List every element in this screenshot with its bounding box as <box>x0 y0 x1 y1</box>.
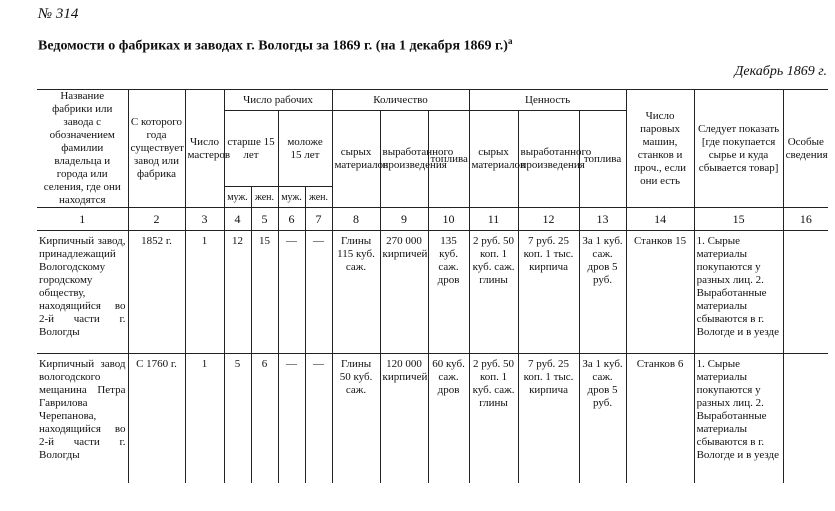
cell-show: 1. Сырые материалы покупаются у разных лиц. 2. Выработанные материалы сбываются в г. Вологде и в уезде <box>694 354 783 484</box>
column-number: 8 <box>332 208 380 231</box>
column-number: 2 <box>128 208 185 231</box>
cell-masters: 1 <box>185 231 224 354</box>
header-machines: Число паровых машин, станков и проч., если они есть <box>626 90 694 208</box>
cell-younger-female: — <box>305 354 332 484</box>
cell-qty-fuel: 135 куб. саж. дров <box>428 231 469 354</box>
column-number: 12 <box>518 208 579 231</box>
header-younger-female: жен. <box>305 187 332 208</box>
cell-older-female: 6 <box>251 354 278 484</box>
column-number: 13 <box>579 208 626 231</box>
cell-masters: 1 <box>185 354 224 484</box>
column-number: 14 <box>626 208 694 231</box>
cell-qty-raw: Глины 50 куб. саж. <box>332 354 380 484</box>
header-notes: Особые сведения <box>783 90 828 208</box>
title-footnote-mark: a <box>507 36 513 46</box>
header-val-produced: выработанного произведения <box>518 111 579 208</box>
cell-qty-raw: Глины 115 куб. саж. <box>332 231 380 354</box>
cell-since: С 1760 г. <box>128 354 185 484</box>
header-older: старше 15 лет <box>224 111 278 187</box>
header-name: Название фабрики или завода с обозначением фамилии владельца и города или селения, где они находятся <box>37 90 128 208</box>
column-number: 3 <box>185 208 224 231</box>
cell-val-produced: 7 руб. 25 коп. 1 тыс. кирпича <box>518 354 579 484</box>
header-qty-fuel: топлива <box>428 111 469 208</box>
cell-older-male: 5 <box>224 354 251 484</box>
column-number: 9 <box>380 208 428 231</box>
header-quantity: Количество <box>332 90 469 111</box>
cell-name: Кирпичный завод вологодского мещанина Петра Гаврилова Черепанова, находящийся во 2-й части г. Вологды <box>37 354 128 484</box>
cell-younger-female: — <box>305 231 332 354</box>
column-number: 6 <box>278 208 305 231</box>
header-younger-male: муж. <box>278 187 305 208</box>
column-number: 11 <box>469 208 518 231</box>
cell-val-raw: 2 руб. 50 коп. 1 куб. саж. глины <box>469 354 518 484</box>
cell-since: 1852 г. <box>128 231 185 354</box>
cell-younger-male: — <box>278 354 305 484</box>
header-qty-raw: сырых материалов <box>332 111 380 208</box>
column-number: 4 <box>224 208 251 231</box>
cell-show: 1. Сырые материалы покупаются у разных лиц. 2. Выработанные материалы сбываются в г. Вологде и в уезде <box>694 231 783 354</box>
cell-name: Кирпичный завод, принадлежащий Вологодскому городскому обществу, находящийся во 2-й части г. Вологды <box>37 231 128 354</box>
cell-older-male: 12 <box>224 231 251 354</box>
header-younger: моложе 15 лет <box>278 111 332 187</box>
cell-val-fuel: За 1 куб. саж. дров 5 руб. <box>579 354 626 484</box>
document-title <box>38 36 512 55</box>
header-val-fuel: топлива <box>579 111 626 208</box>
document-number: № 314 <box>38 6 79 22</box>
column-number: 1 <box>37 208 128 231</box>
title-text: Ведомости о фабриках и заводах г. Вологды за 1869 г. (на 1 декабря 1869 г.) <box>38 38 508 54</box>
date-label: Декабрь 1869 г. <box>734 64 827 79</box>
cell-machines: Станков 6 <box>626 354 694 484</box>
cell-val-fuel: За 1 куб. саж. дров 5 руб. <box>579 231 626 354</box>
cell-qty-produced: 120 000 кирпичей <box>380 354 428 484</box>
column-number: 15 <box>694 208 783 231</box>
header-workers: Число рабочих <box>224 90 332 111</box>
header-value: Ценность <box>469 90 626 111</box>
header-older-female: жен. <box>251 187 278 208</box>
table-row <box>37 354 828 484</box>
header-show: Следует показать [где покупается сырье и куда сбывается товар] <box>694 90 783 208</box>
cell-notes <box>783 354 828 484</box>
factories-table <box>37 89 828 483</box>
column-number: 10 <box>428 208 469 231</box>
table-row <box>37 231 828 354</box>
header-qty-produced: выработанного произведения <box>380 111 428 208</box>
cell-notes <box>783 231 828 354</box>
cell-qty-produced: 270 000 кирпичей <box>380 231 428 354</box>
header-masters: Число мастеров <box>185 90 224 208</box>
cell-val-produced: 7 руб. 25 коп. 1 тыс. кирпича <box>518 231 579 354</box>
column-number: 5 <box>251 208 278 231</box>
header-older-male: муж. <box>224 187 251 208</box>
header-since: С которого года существует завод или фабрика <box>128 90 185 208</box>
cell-machines: Станков 15 <box>626 231 694 354</box>
header-val-raw: сырых материалов <box>469 111 518 208</box>
column-number: 7 <box>305 208 332 231</box>
cell-val-raw: 2 руб. 50 коп. 1 куб. саж. глины <box>469 231 518 354</box>
cell-older-female: 15 <box>251 231 278 354</box>
cell-younger-male: — <box>278 231 305 354</box>
cell-qty-fuel: 60 куб. саж. дров <box>428 354 469 484</box>
column-number: 16 <box>783 208 828 231</box>
